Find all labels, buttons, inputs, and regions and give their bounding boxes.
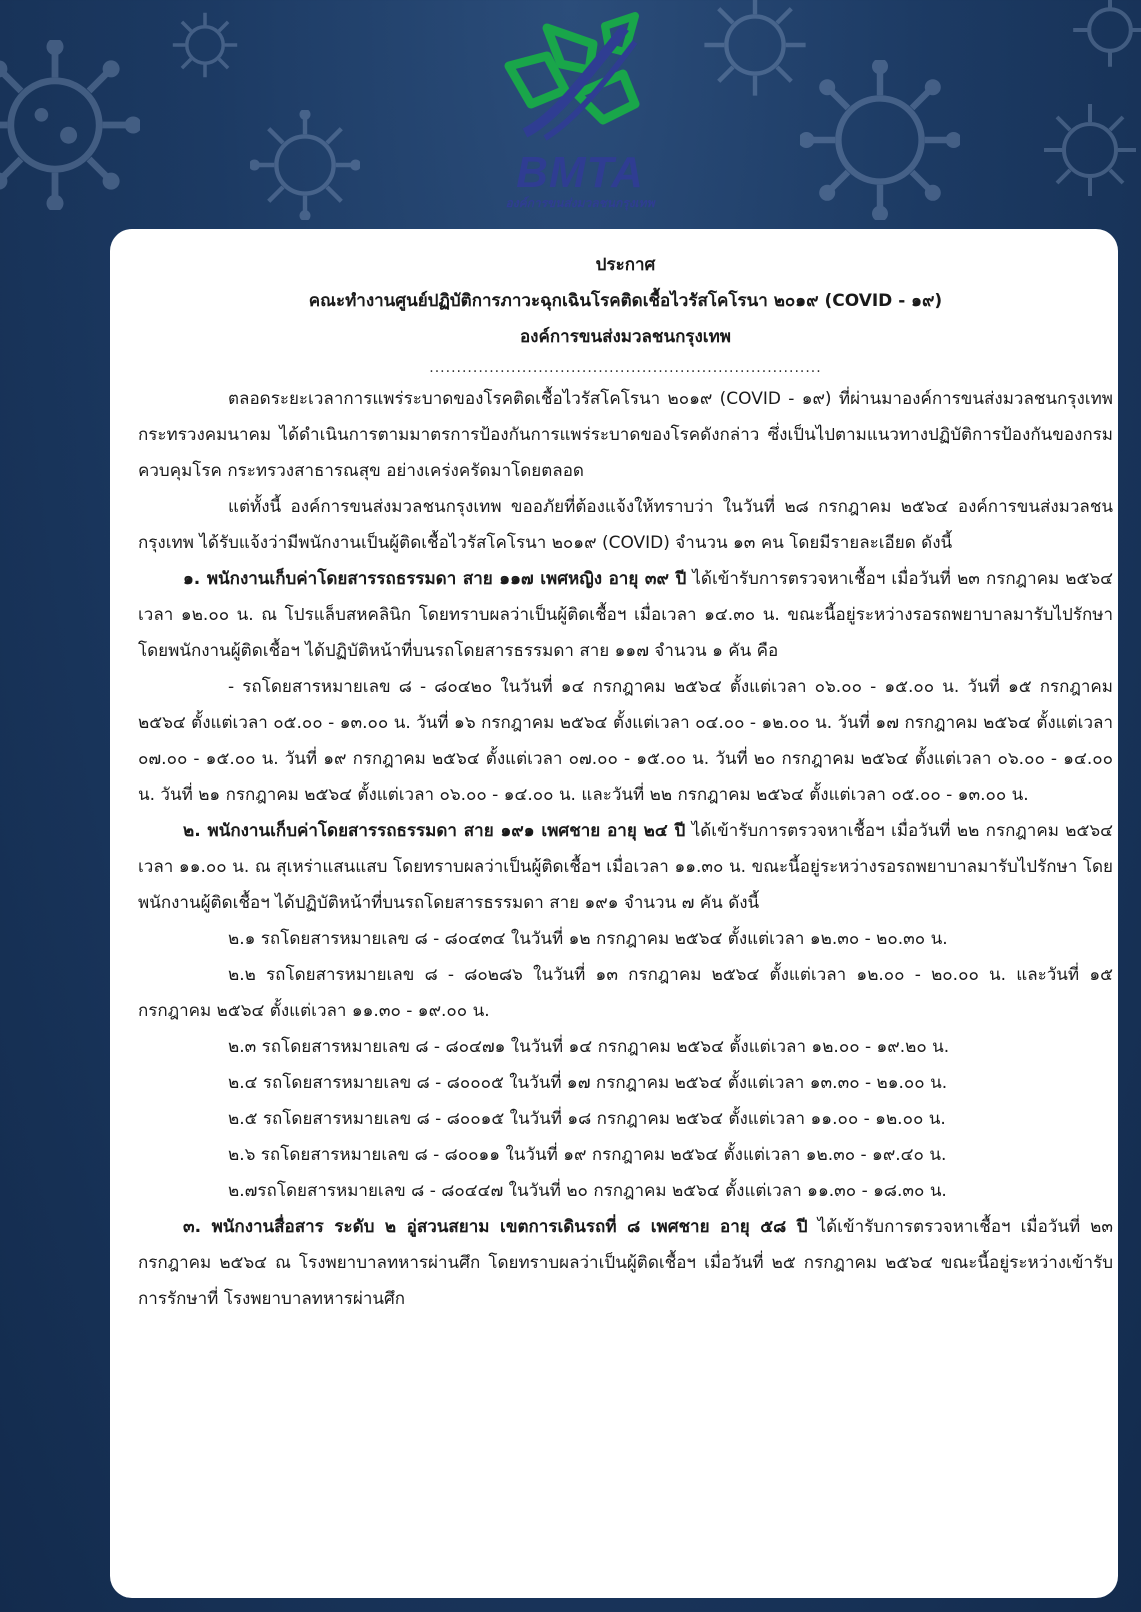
virus-decoration-icon	[170, 10, 240, 80]
case-2-bus: ๒.๔ รถโดยสารหมายเลข ๘ - ๘๐๐๐๕ ในวันที่ ๑๗ กรกฎาคม ๒๕๖๔ ตั้งแต่เวลา ๑๓.๓๐ - ๒๑.๐๐ น.	[228, 1073, 948, 1093]
virus-decoration-icon	[700, 0, 810, 100]
announcement-title: ประกาศ	[595, 255, 656, 275]
virus-decoration-icon	[1040, 100, 1140, 200]
case-2-heading: ๒. พนักงานเก็บค่าโดยสารรถธรรมดา สาย ๑๙๑ เพศชาย อายุ ๒๔ ปี	[183, 821, 686, 841]
case-1-heading: ๑. พนักงานเก็บค่าโดยสารรถธรรมดา สาย ๑๑๗ เพศหญิง อายุ ๓๙ ปี	[183, 569, 687, 589]
organization-title: องค์การขนส่งมวลชนกรุงเทพ	[519, 327, 732, 347]
virus-decoration-icon	[1070, 0, 1141, 70]
case-2-body: ได้เข้ารับการตรวจหาเชื้อฯ เมื่อวันที่ ๒๒ กรกฎาคม ๒๕๖๔ เวลา ๑๑.๐๐ น. ณ สุเหร่าแสนแสบ โดยทราบผลว่าเป็นผู้ติดเชื้อฯ เมื่อเวลา ๑๑.๓๐ น. ขณะนี้อยู่ระหว่างรอรถพยาบาลมารับไปรักษา โดยพนักงานผู้ติดเชื้อฯ ได้ปฏิบัติหน้าที่บนรถโดยสารธรรมดา สาย ๑๙๑ จำนวน ๗ คัน ดังนี้	[138, 821, 1113, 913]
virus-decoration-icon	[250, 110, 360, 220]
case-1-paragraph	[138, 561, 1113, 669]
announcement-content	[138, 247, 1113, 1317]
case-2-bus: ๒.๒ รถโดยสารหมายเลข ๘ - ๘๐๒๘๖ ในวันที่ ๑๓ กรกฎาคม ๒๕๖๔ ตั้งแต่เวลา ๑๒.๐๐ - ๒๐.๐๐ น. และวันที่ ๑๕ กรกฎาคม ๒๕๖๔ ตั้งแต่เวลา ๑๑.๓๐ - ๑๙.๐๐ น.	[138, 965, 1113, 1021]
case-2-paragraph	[138, 813, 1113, 921]
case-2-bus: ๒.๗รถโดยสารหมายเลข ๘ - ๘๐๔๔๗ ในวันที่ ๒๐ กรกฎาคม ๒๕๖๔ ตั้งแต่เวลา ๑๑.๓๐ - ๑๘.๓๐ น.	[228, 1181, 947, 1201]
case-2-bus: ๒.๖ รถโดยสารหมายเลข ๘ - ๘๐๐๑๑ ในวันที่ ๑๙ กรกฎาคม ๒๕๖๔ ตั้งแต่เวลา ๑๒.๓๐ - ๑๙.๔๐ น.	[228, 1145, 947, 1165]
announcement-card	[110, 229, 1118, 1598]
case-2-bus: ๒.๑ รถโดยสารหมายเลข ๘ - ๘๐๔๓๔ ในวันที่ ๑๒ กรกฎาคม ๒๕๖๔ ตั้งแต่เวลา ๑๒.๓๐ - ๒๐.๓๐ น.	[228, 929, 948, 949]
committee-title: คณะทำงานศูนย์ปฏิบัติการภาวะฉุกเฉินโรคติดเชื้อไวรัสโคโรนา ๒๐๑๙ (COVID - ๑๙)	[308, 291, 943, 311]
logo-subtitle: องค์การขนส่งมวลชนกรุงเทพ	[505, 196, 655, 210]
logo-brand-text: BMTA	[516, 148, 644, 197]
virus-decoration-icon	[800, 60, 960, 220]
bmta-logo	[485, 8, 675, 208]
virus-decoration-icon	[0, 40, 140, 210]
case-1-body: ได้เข้ารับการตรวจหาเชื้อฯ เมื่อวันที่ ๒๓ กรกฎาคม ๒๕๖๔ เวลา ๑๒.๐๐ น. ณ โปรแล็บสหคลินิก โดยทราบผลว่าเป็นผู้ติดเชื้อฯ เมื่อเวลา ๑๔.๓๐ น. ขณะนี้อยู่ระหว่างรอรถพยาบาลมารับไปรักษา โดยพนักงานผู้ติดเชื้อฯ ได้ปฏิบัติหน้าที่บนรถโดยสารธรรมดา สาย ๑๑๗ จำนวน ๑ คัน คือ	[138, 569, 1113, 661]
case-2-bus: ๒.๓ รถโดยสารหมายเลข ๘ - ๘๐๔๗๑ ในวันที่ ๑๔ กรกฎาคม ๒๕๖๔ ตั้งแต่เวลา ๑๒.๐๐ - ๑๙.๒๐ น.	[228, 1037, 950, 1057]
bmta-logo-icon	[485, 8, 675, 148]
case-2-bus: ๒.๕ รถโดยสารหมายเลข ๘ - ๘๐๐๑๕ ในวันที่ ๑๘ กรกฎาคม ๒๕๖๔ ตั้งแต่เวลา ๑๑.๐๐ - ๑๒.๐๐ น.	[228, 1109, 946, 1129]
case-1-bus: - รถโดยสารหมายเลข ๘ - ๘๐๔๒๐ ในวันที่ ๑๔ กรกฎาคม ๒๕๖๔ ตั้งแต่เวลา ๐๖.๐๐ - ๑๕.๐๐ น. วันที่ ๑๕ กรกฎาคม ๒๕๖๔ ตั้งแต่เวลา ๐๕.๐๐ - ๑๓.๐๐ น. วันที่ ๑๖ กรกฎาคม ๒๕๖๔ ตั้งแต่เวลา ๐๔.๐๐ - ๑๒.๐๐ น. วันที่ ๑๗ กรกฎาคม ๒๕๖๔ ตั้งแต่เวลา ๐๗.๐๐ - ๑๕.๐๐ น. วันที่ ๑๙ กรกฎาคม ๒๕๖๔ ตั้งแต่เวลา ๐๗.๐๐ - ๑๕.๐๐ น. วันที่ ๒๐ กรกฎาคม ๒๕๖๔ ตั้งแต่เวลา ๐๖.๐๐ - ๑๔.๐๐ น. วันที่ ๒๑ กรกฎาคม ๒๕๖๔ ตั้งแต่เวลา ๐๖.๐๐ - ๑๔.๐๐ น. และวันที่ ๒๒ กรกฎาคม ๒๕๖๔ ตั้งแต่เวลา ๐๕.๐๐ - ๑๓.๐๐ น.	[138, 677, 1113, 805]
separator: ........................................................................	[429, 360, 822, 376]
case-3-paragraph	[138, 1209, 1113, 1317]
intro-paragraph: แต่ทั้งนี้ องค์การขนส่งมวลชนกรุงเทพ ขออภัยที่ต้องแจ้งให้ทราบว่า ในวันที่ ๒๘ กรกฎาคม ๒๕๖๔ องค์การขนส่งมวลชนกรุงเทพ ได้รับแจ้งว่ามีพนักงานเป็นผู้ติดเชื้อไวรัสโคโรนา ๒๐๑๙ (COVID) จำนวน ๑๓ คน โดยมีรายละเอียด ดังนี้	[138, 497, 1113, 553]
case-3-body: ได้เข้ารับการตรวจหาเชื้อฯ เมื่อวันที่ ๒๓ กรกฎาคม ๒๕๖๔ ณ โรงพยาบาลทหารผ่านศึก โดยทราบผลว่าเป็นผู้ติดเชื้อฯ เมื่อวันที่ ๒๕ กรกฎาคม ๒๕๖๔ ขณะนี้อยู่ระหว่างเข้ารับการรักษาที่ โรงพยาบาลทหารผ่านศึก	[138, 1217, 1113, 1309]
intro-paragraph: ตลอดระยะเวลาการแพร่ระบาดของโรคติดเชื้อไวรัสโคโรนา ๒๐๑๙ (COVID - ๑๙) ที่ผ่านมาองค์การขนส่งมวลชนกรุงเทพ กระทรวงคมนาคม ได้ดำเนินการตามมาตรการป้องกันการแพร่ระบาดของโรคดังกล่าว ซึ่งเป็นไปตามแนวทางปฏิบัติการป้องกันของกรมควบคุมโรค กระทรวงสาธารณสุข อย่างเคร่งครัดมาโดยตลอด	[138, 389, 1113, 481]
case-3-heading: ๓. พนักงานสื่อสาร ระดับ ๒ อู่สวนสยาม เขตการเดินรถที่ ๘ เพศชาย อายุ ๕๘ ปี	[183, 1217, 808, 1237]
